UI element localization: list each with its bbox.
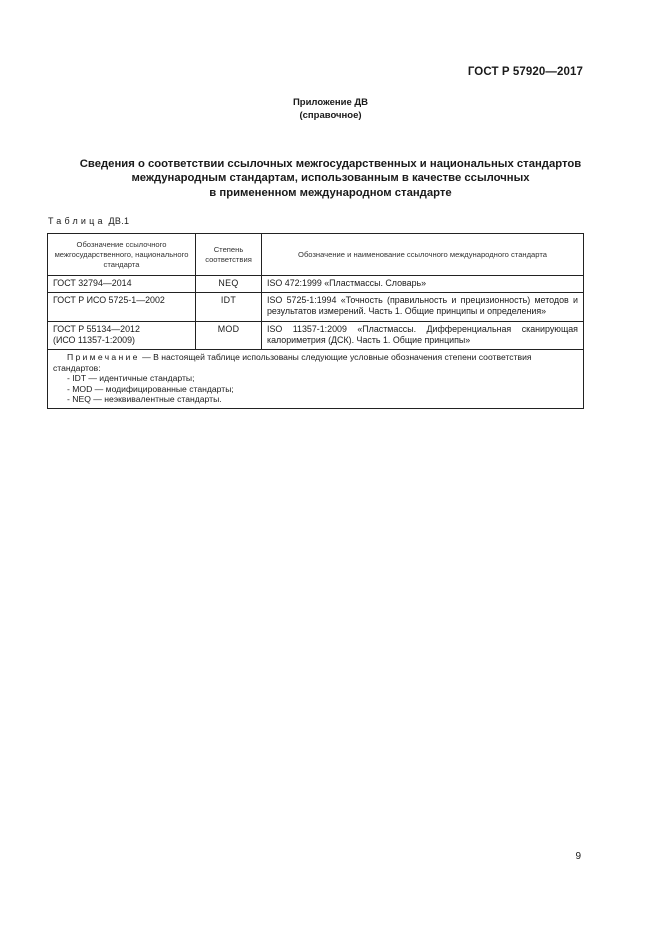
note-item-neq: - NEQ — неэквивалентные стандарты. [67, 394, 222, 405]
cell-national-standard [48, 321, 196, 349]
note-item-mod: - MOD — модифицированные стандарты; [67, 383, 234, 394]
cell-national-standard: ГОСТ 32794—2014 [48, 276, 196, 293]
document-code: ГОСТ Р 57920—2017 [467, 66, 583, 78]
cell-degree: IDT [196, 293, 262, 321]
note-text: — В настоящей таблице использованы следующие условные обозначения степени соответствия стандартов: [53, 352, 532, 373]
page-number: 9 [575, 851, 581, 862]
table-note [48, 350, 584, 409]
annex-subtitle: (справочное) [299, 110, 362, 121]
section-title-line-3: в примененном международном стандарте [209, 186, 452, 199]
annex-heading [0, 96, 661, 122]
section-title-line-2: международным стандартам, использованным в качестве ссылочных [131, 172, 530, 185]
table-note-row [48, 350, 584, 409]
table-row [48, 276, 584, 293]
table-caption-number: ДВ.1 [105, 216, 130, 226]
annex-title: Приложение ДВ [292, 97, 369, 108]
table-caption [48, 216, 129, 226]
note-item-idt: - IDT — идентичные стандарты; [67, 373, 195, 384]
cell-national-standard-line-2: (ИСО 11357-1:2009) [53, 334, 135, 345]
table-caption-word: Таблица [48, 216, 106, 226]
note-heading [53, 352, 578, 373]
correspondence-table [47, 233, 584, 409]
note-word: Примечание [67, 352, 140, 363]
table-header-row [48, 234, 584, 276]
table-row [48, 321, 584, 349]
header-degree: Степень соответствия [196, 234, 262, 276]
cell-international-standard: ISO 11357-1:2009 «Пластмассы. Дифференциальная сканирующая калориметрия (ДСК). Часть 1. Общие принципы» [262, 321, 584, 349]
cell-international-standard: ISO 5725-1:1994 «Точность (правильность и прецизионность) методов и результатов измерений. Часть 1. Общие принципы и определения» [262, 293, 584, 321]
header-international-standard: Обозначение и наименование ссылочного международного стандарта [262, 234, 584, 276]
section-title [40, 157, 621, 200]
table-row [48, 293, 584, 321]
cell-international-standard: ISO 472:1999 «Пластмассы. Словарь» [262, 276, 584, 293]
header-national-standard: Обозначение ссылочного межгосударственного, национального стандарта [48, 234, 196, 276]
cell-national-standard: ГОСТ Р ИСО 5725-1—2002 [48, 293, 196, 321]
cell-national-standard-line-1: ГОСТ Р 55134—2012 [53, 323, 140, 334]
cell-degree: NEQ [196, 276, 262, 293]
cell-degree: MOD [196, 321, 262, 349]
section-title-line-1: Сведения о соответствии ссылочных межгосударственных и национальных стандартов [79, 158, 582, 170]
